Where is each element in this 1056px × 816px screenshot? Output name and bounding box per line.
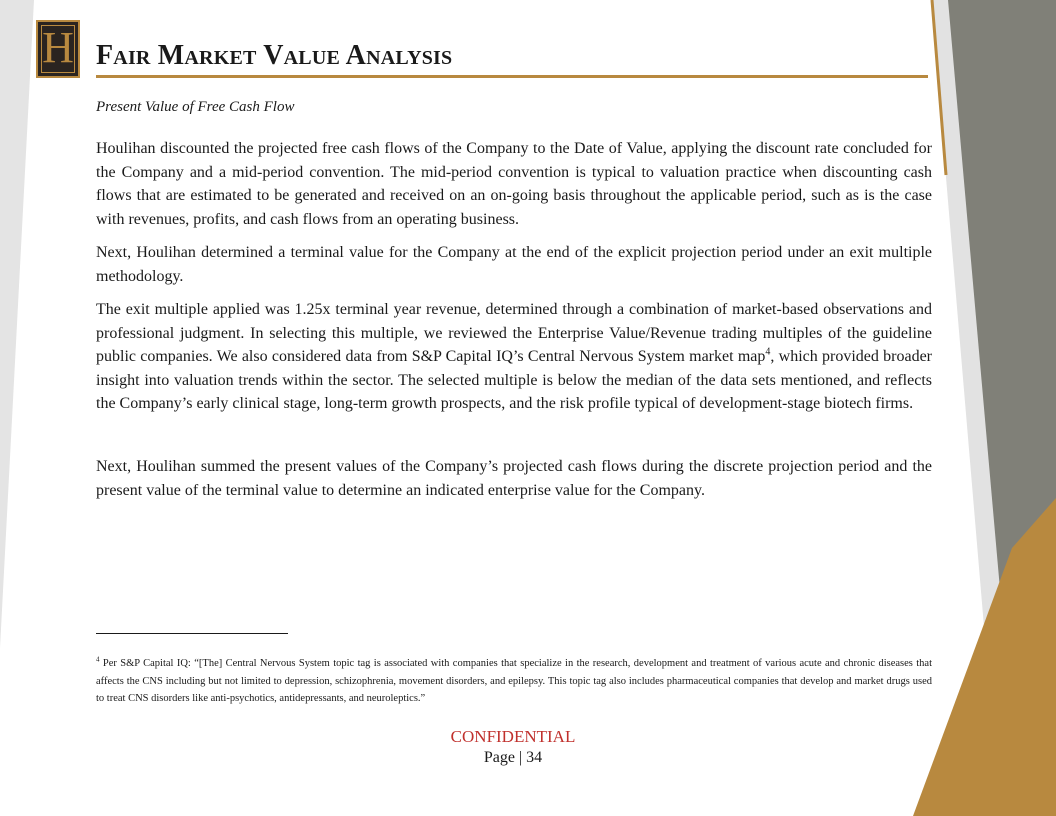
title-underline	[96, 75, 928, 78]
logo-letter: H	[42, 23, 74, 72]
paragraph-terminal-value: Next, Houlihan determined a terminal value for the Company at the end of the explicit projection period under an exit multiple methodology.	[96, 244, 932, 285]
footnote-reference: 4	[765, 346, 771, 358]
footnote-text: Per S&P Capital IQ: “[The] Central Nervous System topic tag is associated with companies that specialize in the research, development and treatment of various acute and chronic diseases that affects the CNS including but not limited to depression, schizophrenia, movement disorders, and epilepsy. This topic tag also includes pharmaceutical companies that develop and market drugs used to treat CNS disorders like anti-psychotics, antidepressants, and neuroleptics.”	[96, 658, 932, 704]
paragraph-exit-multiple-text-2: , which provided broader insight into valuation trends within the sector. The selected multiple is below the median of the data sets mentioned, and reflects the Company’s early clinical stage, long-term growth prospects, and the risk profile typical of development-stage biotech firms.	[96, 348, 932, 412]
company-logo	[36, 20, 80, 78]
footnote-number: 4	[96, 655, 100, 664]
section-subtitle: Present Value of Free Cash Flow	[96, 99, 295, 115]
footnote	[96, 655, 932, 708]
paragraph-exit-multiple-text-1: The exit multiple applied was 1.25x terminal year revenue, determined through a combination of market-based observations and professional judgment. In selecting this multiple, we reviewed the Enterprise Value/Revenue trading multiples of the guideline public companies. We also considered data from S&P Capital IQ’s Central Nervous System market map	[96, 301, 932, 365]
page-title: Fair Market Value Analysis	[96, 40, 453, 71]
confidential-label: CONFIDENTIAL	[450, 727, 576, 746]
paragraph-discounting: Houlihan discounted the projected free cash flows of the Company to the Date of Value, applying the discount rate concluded for the Company and a mid-period convention. The mid-period convention is typical to valuation practice when discounting cash flows that are estimated to be generated and received on an on-going basis throughout the applicable period, such as is the case with revenues, profits, and cash flows from an operating business.	[96, 140, 932, 228]
paragraph-enterprise-value: Next, Houlihan summed the present values of the Company’s projected cash flows during the discrete projection period and the present value of the terminal value to determine an indicated enterprise value for the Company.	[96, 458, 932, 499]
footnote-separator	[96, 633, 288, 634]
page-number: Page | 34	[483, 749, 543, 766]
left-gray-wedge	[0, 0, 34, 648]
paragraph-exit-multiple	[96, 298, 932, 416]
